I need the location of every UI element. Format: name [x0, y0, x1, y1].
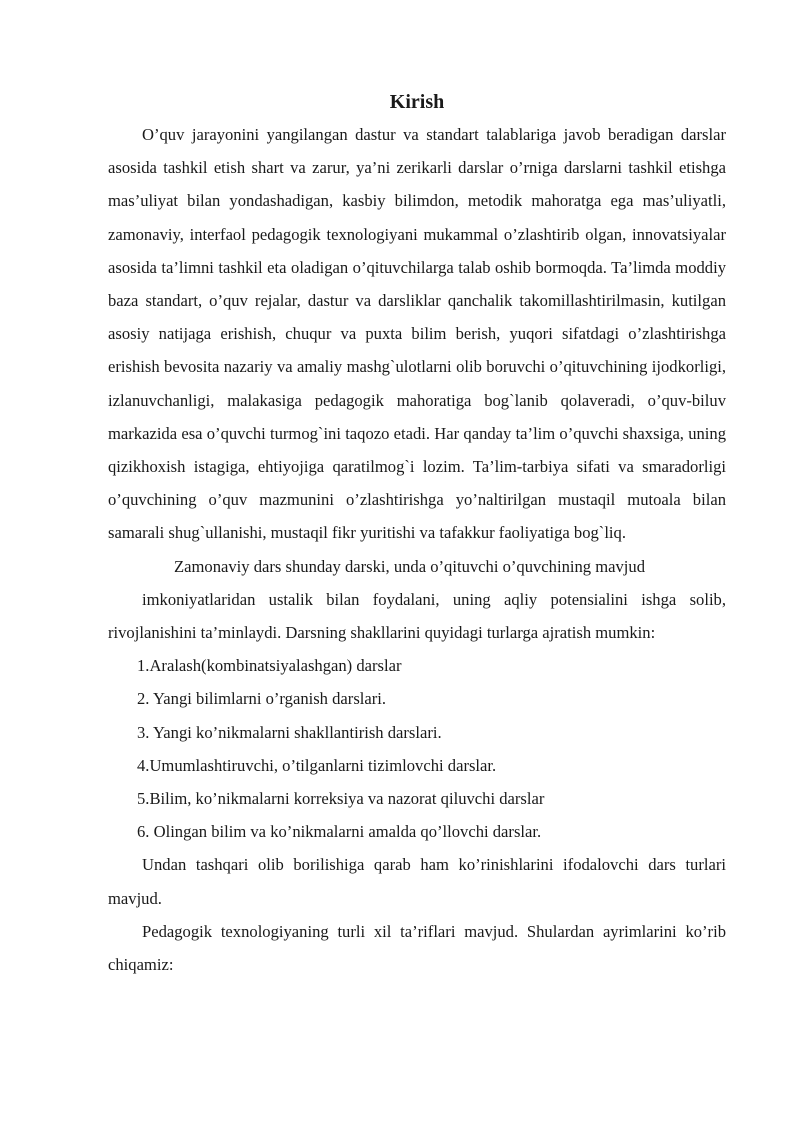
modern-lesson-paragraph: imkoniyatlaridan ustalik bilan foydalani, uning aqliy potensialini ishga solib, rivojlanishini ta’minlaydi. Darsning shakllarini quyidagi turlarga ajratish mumkin:: [108, 589, 726, 643]
lesson-types-list: [108, 649, 726, 848]
list-item: 4.Umumlashtiruvchi, o’tilganlarni tizimlovchi darslar.: [137, 755, 497, 775]
document-page: [108, 88, 726, 981]
list-item: 5.Bilim, ko’nikmalarni korreksiya va nazorat qiluvchi darslar: [137, 789, 545, 809]
lesson-types-paragraph: Undan tashqari olib borilishiga qarab ham ko’rinishlarini ifodalovchi dars turlari mavjud.: [108, 855, 726, 908]
list-item: 6. Olingan bilim va ko’nikmalarni amalda qo’llovchi darslar.: [137, 822, 542, 842]
pedagogical-technology-paragraph: Pedagogik texnologiyaning turli xil ta’riflari mavjud. Shulardan ayrimlarini ko’rib chiqamiz:: [108, 921, 726, 975]
modern-lesson-first-line: Zamonaviy dars shunday darski, unda o’qituvchi o’quvchining mavjud: [174, 556, 645, 576]
list-item: 1.Aralash(kombinatsiyalashgan) darslar: [137, 656, 402, 676]
document-title: Kirish: [389, 91, 445, 113]
intro-paragraph: O’quv jarayonini yangilangan dastur va standart talablariga javob beradigan darslar asosida tashkil etish shart va zarur, ya’ni zerikarli darslar o’rniga darslarni tashkil etishga mas’uliyat bilan yondashadigan, kasbiy bilimdon, metodik mahoratga ega mas’uliyatli, zamonaviy, interfaol pedagogik texnologiyani mukammal o’zlashtirib olgan, innovatsiyalar asosida ta’limni tashkil eta oladigan o’qituvchilarga talab oshib bormoqda. Ta’limda moddiy baza standart, o’quv rejalar, dastur va darsliklar qanchalik takomillashtirilmasin, kutilgan asosiy natijaga erishish, chuqur va puxta bilim berish, yuqori sifatdagi o’zlashtirishga erishish bevosita nazariy va amaliy mashg`ulotlarni olib boruvchi o’qituvchining ijodkorligi, izlanuvchanligi, malakasiga pedagogik mahoratiga bog`lanib qolaveradi, o’quv-biluv markazida esa o’quvchi turmog`ini taqozo etadi. Har qanday ta’lim o’quvchi shaxsiga, uning qizikhoxish istagiga, ehtiyojiga qaratilmog`i lozim. Ta’lim-tarbiya sifati va smaradorligi o’quvchining o’quv mazmunini o’zlashtirishga yo’naltirilgan mustaqil mutoala bilan samarali shug`ullanishi, mustaqil fikr yuritishi va tafakkur faoliyatiga bog`liq.: [108, 125, 726, 543]
list-item: 3. Yangi ko’nikmalarni shakllantirish darslari.: [137, 722, 442, 742]
list-item: 2. Yangi bilimlarni o’rganish darslari.: [137, 689, 387, 709]
